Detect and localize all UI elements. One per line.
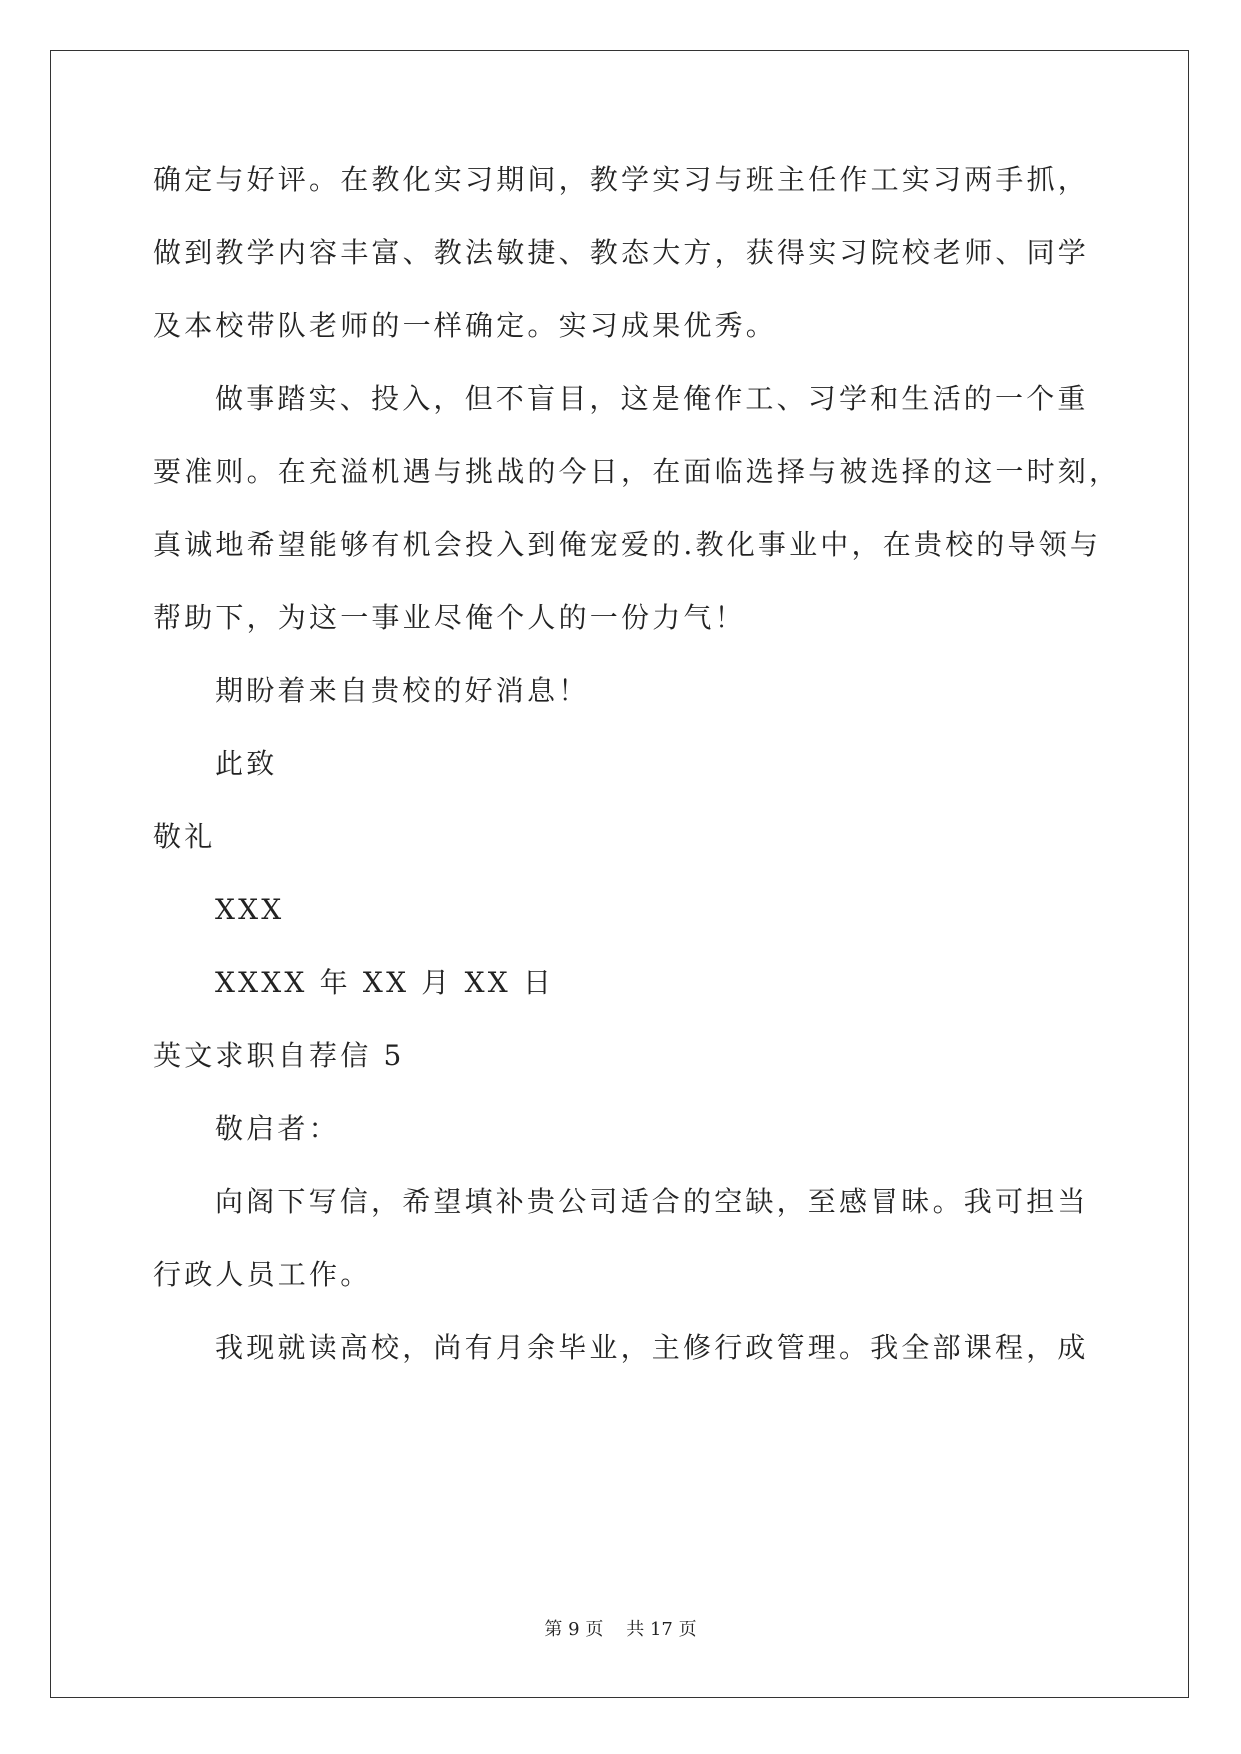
text-line: 确定与好评。在教化实习期间，教学实习与班主任作工实习两手抓， [153,163,1090,196]
salutation-jingli: 敬礼 [153,820,216,853]
paragraph-start-line: 做事踏实、投入，但不盲目，这是俺作工、习学和生活的一个重 [215,382,1089,415]
salutation-cizhi: 此致 [215,747,278,780]
text-line: 行政人员工作。 [153,1258,372,1291]
text-line: 帮助下，为这一事业尽俺个人的一份力气！ [153,601,746,634]
section-heading: 英文求职自荐信 5 [153,1039,405,1072]
paragraph-start-line: 我现就读高校，尚有月余毕业，主修行政管理。我全部课程，成 [215,1331,1089,1364]
greeting: 敬启者： [215,1112,340,1145]
text-line: 做到教学内容丰富、教法敏捷、教态大方，获得实习院校老师、同学 [153,236,1090,269]
total-pages: 共 17 页 [626,1619,697,1640]
text-line: 及本校带队老师的一样确定。实习成果优秀。 [153,309,778,342]
page-number: 第 9 页 [544,1619,604,1640]
text-line: 要准则。在充溢机遇与挑战的今日，在面临选择与被选择的这一时刻， [153,455,1121,488]
signature-date: XXXX 年 XX 月 XX 日 [215,966,555,999]
text-line: 真诚地希望能够有机会投入到俺宠爱的.教化事业中，在贵校的导领与 [153,528,1102,561]
closing-remark: 期盼着来自贵校的好消息！ [215,674,590,707]
page-border [50,50,1189,1698]
paragraph-start-line: 向阁下写信，希望填补贵公司适合的空缺，至感冒昧。我可担当 [215,1185,1089,1218]
page-footer [0,1618,1241,1642]
signature-name: XXX [215,893,285,926]
